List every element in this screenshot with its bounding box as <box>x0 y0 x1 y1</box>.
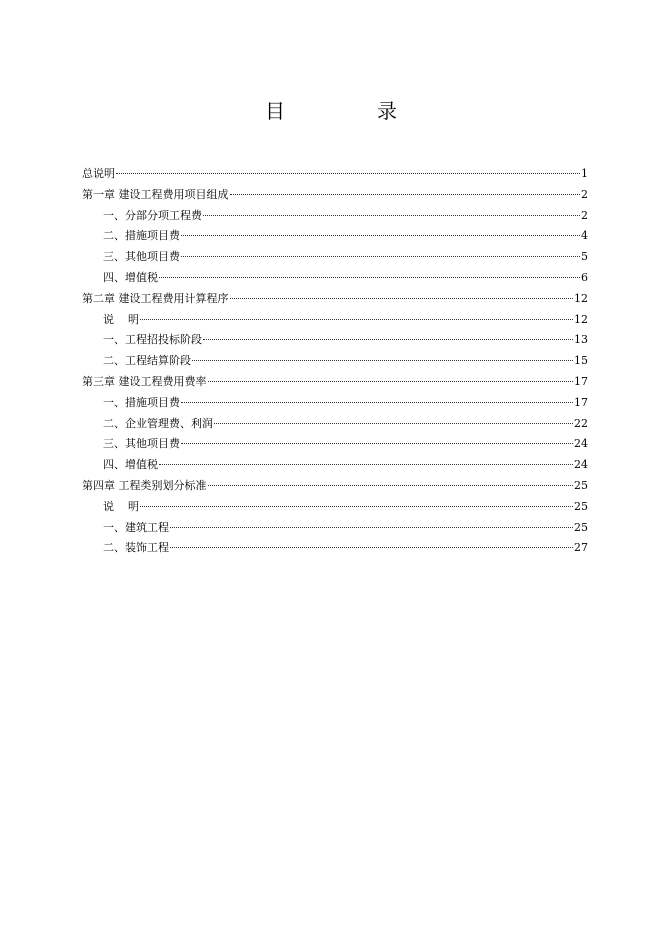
toc-leader-dots <box>203 215 580 216</box>
toc-entry-label: 二、措施项目费 <box>103 229 180 243</box>
toc-page-number: 12 <box>574 312 588 326</box>
toc-entry[interactable] <box>82 393 588 414</box>
toc-entry[interactable] <box>82 476 588 497</box>
toc-page-number: 2 <box>581 187 588 201</box>
toc-entry[interactable] <box>82 206 588 227</box>
toc-entry[interactable] <box>82 414 588 435</box>
toc-entry-label: 说 明 <box>103 499 139 513</box>
toc-page-number: 6 <box>581 270 588 284</box>
toc-entry[interactable] <box>82 247 588 268</box>
toc-leader-dots <box>159 277 580 278</box>
toc-page-number: 24 <box>574 437 588 451</box>
toc-entry-label: 第二章 建设工程费用计算程序 <box>82 291 229 305</box>
toc-page-number: 27 <box>574 541 588 555</box>
toc-leader-dots <box>140 506 573 507</box>
toc-leader-dots <box>181 443 573 444</box>
toc-leader-dots <box>192 360 573 361</box>
toc-entry[interactable] <box>82 351 588 372</box>
toc-entry-label: 第四章 工程类别划分标准 <box>82 478 207 492</box>
toc-entry-label: 第三章 建设工程费用费率 <box>82 374 207 388</box>
toc-entry-label: 一、分部分项工程费 <box>103 208 202 222</box>
toc-page-number: 17 <box>574 374 588 388</box>
toc-page-number: 25 <box>574 478 588 492</box>
toc-leader-dots <box>170 547 573 548</box>
toc-page-number: 13 <box>574 333 588 347</box>
toc-entry-label: 二、企业管理费、利润 <box>103 416 213 430</box>
toc-entry[interactable] <box>82 226 588 247</box>
toc-leader-dots <box>116 173 580 174</box>
toc-entry[interactable] <box>82 434 588 455</box>
toc-entry[interactable] <box>82 455 588 476</box>
toc-entry[interactable] <box>82 310 588 331</box>
toc-page-number: 17 <box>574 395 588 409</box>
toc-entry-label: 三、其他项目费 <box>103 437 180 451</box>
toc-leader-dots <box>230 298 574 299</box>
toc-leader-dots <box>214 423 573 424</box>
toc-entry[interactable] <box>82 372 588 393</box>
toc-entry-label: 一、建筑工程 <box>103 520 169 534</box>
page-title: 目 录 <box>265 99 433 123</box>
toc-page-number: 24 <box>574 458 588 472</box>
toc-page-number: 12 <box>574 291 588 305</box>
toc-entry-label: 第一章 建设工程费用项目组成 <box>82 187 229 201</box>
toc-entry[interactable] <box>82 538 588 559</box>
toc-entry[interactable] <box>82 518 588 539</box>
toc-entry-label: 一、措施项目费 <box>103 395 180 409</box>
toc-leader-dots <box>140 319 573 320</box>
toc-leader-dots <box>181 402 573 403</box>
toc-entry-label: 一、工程招投标阶段 <box>103 333 202 347</box>
toc-page-number: 2 <box>581 208 588 222</box>
toc-entry[interactable] <box>82 268 588 289</box>
toc-entry[interactable] <box>82 497 588 518</box>
toc-leader-dots <box>181 235 580 236</box>
toc-entry-label: 说 明 <box>103 312 139 326</box>
toc-entry-label: 总说明 <box>82 167 115 180</box>
toc-page-number: 1 <box>581 167 588 180</box>
toc-page-number: 4 <box>581 229 588 243</box>
toc-leader-dots <box>170 527 573 528</box>
toc-leader-dots <box>203 339 573 340</box>
toc-page-number: 22 <box>574 416 588 430</box>
toc-page-number: 5 <box>581 250 588 264</box>
toc-leader-dots <box>181 256 580 257</box>
toc-entry-label: 四、增值税 <box>103 458 158 472</box>
toc-page-number: 15 <box>574 354 588 368</box>
toc-leader-dots <box>208 485 574 486</box>
toc-entry[interactable] <box>82 164 588 185</box>
toc-entry[interactable] <box>82 289 588 310</box>
table-of-contents <box>82 164 588 559</box>
toc-leader-dots <box>159 464 573 465</box>
toc-entry-label: 二、装饰工程 <box>103 541 169 555</box>
toc-entry-label: 三、其他项目费 <box>103 250 180 264</box>
toc-page-number: 25 <box>574 499 588 513</box>
toc-leader-dots <box>208 381 574 382</box>
toc-entry[interactable] <box>82 185 588 206</box>
toc-entry-label: 四、增值税 <box>103 270 158 284</box>
toc-page-number: 25 <box>574 520 588 534</box>
toc-entry-label: 二、工程结算阶段 <box>103 354 191 368</box>
toc-leader-dots <box>230 194 581 195</box>
toc-entry[interactable] <box>82 330 588 351</box>
